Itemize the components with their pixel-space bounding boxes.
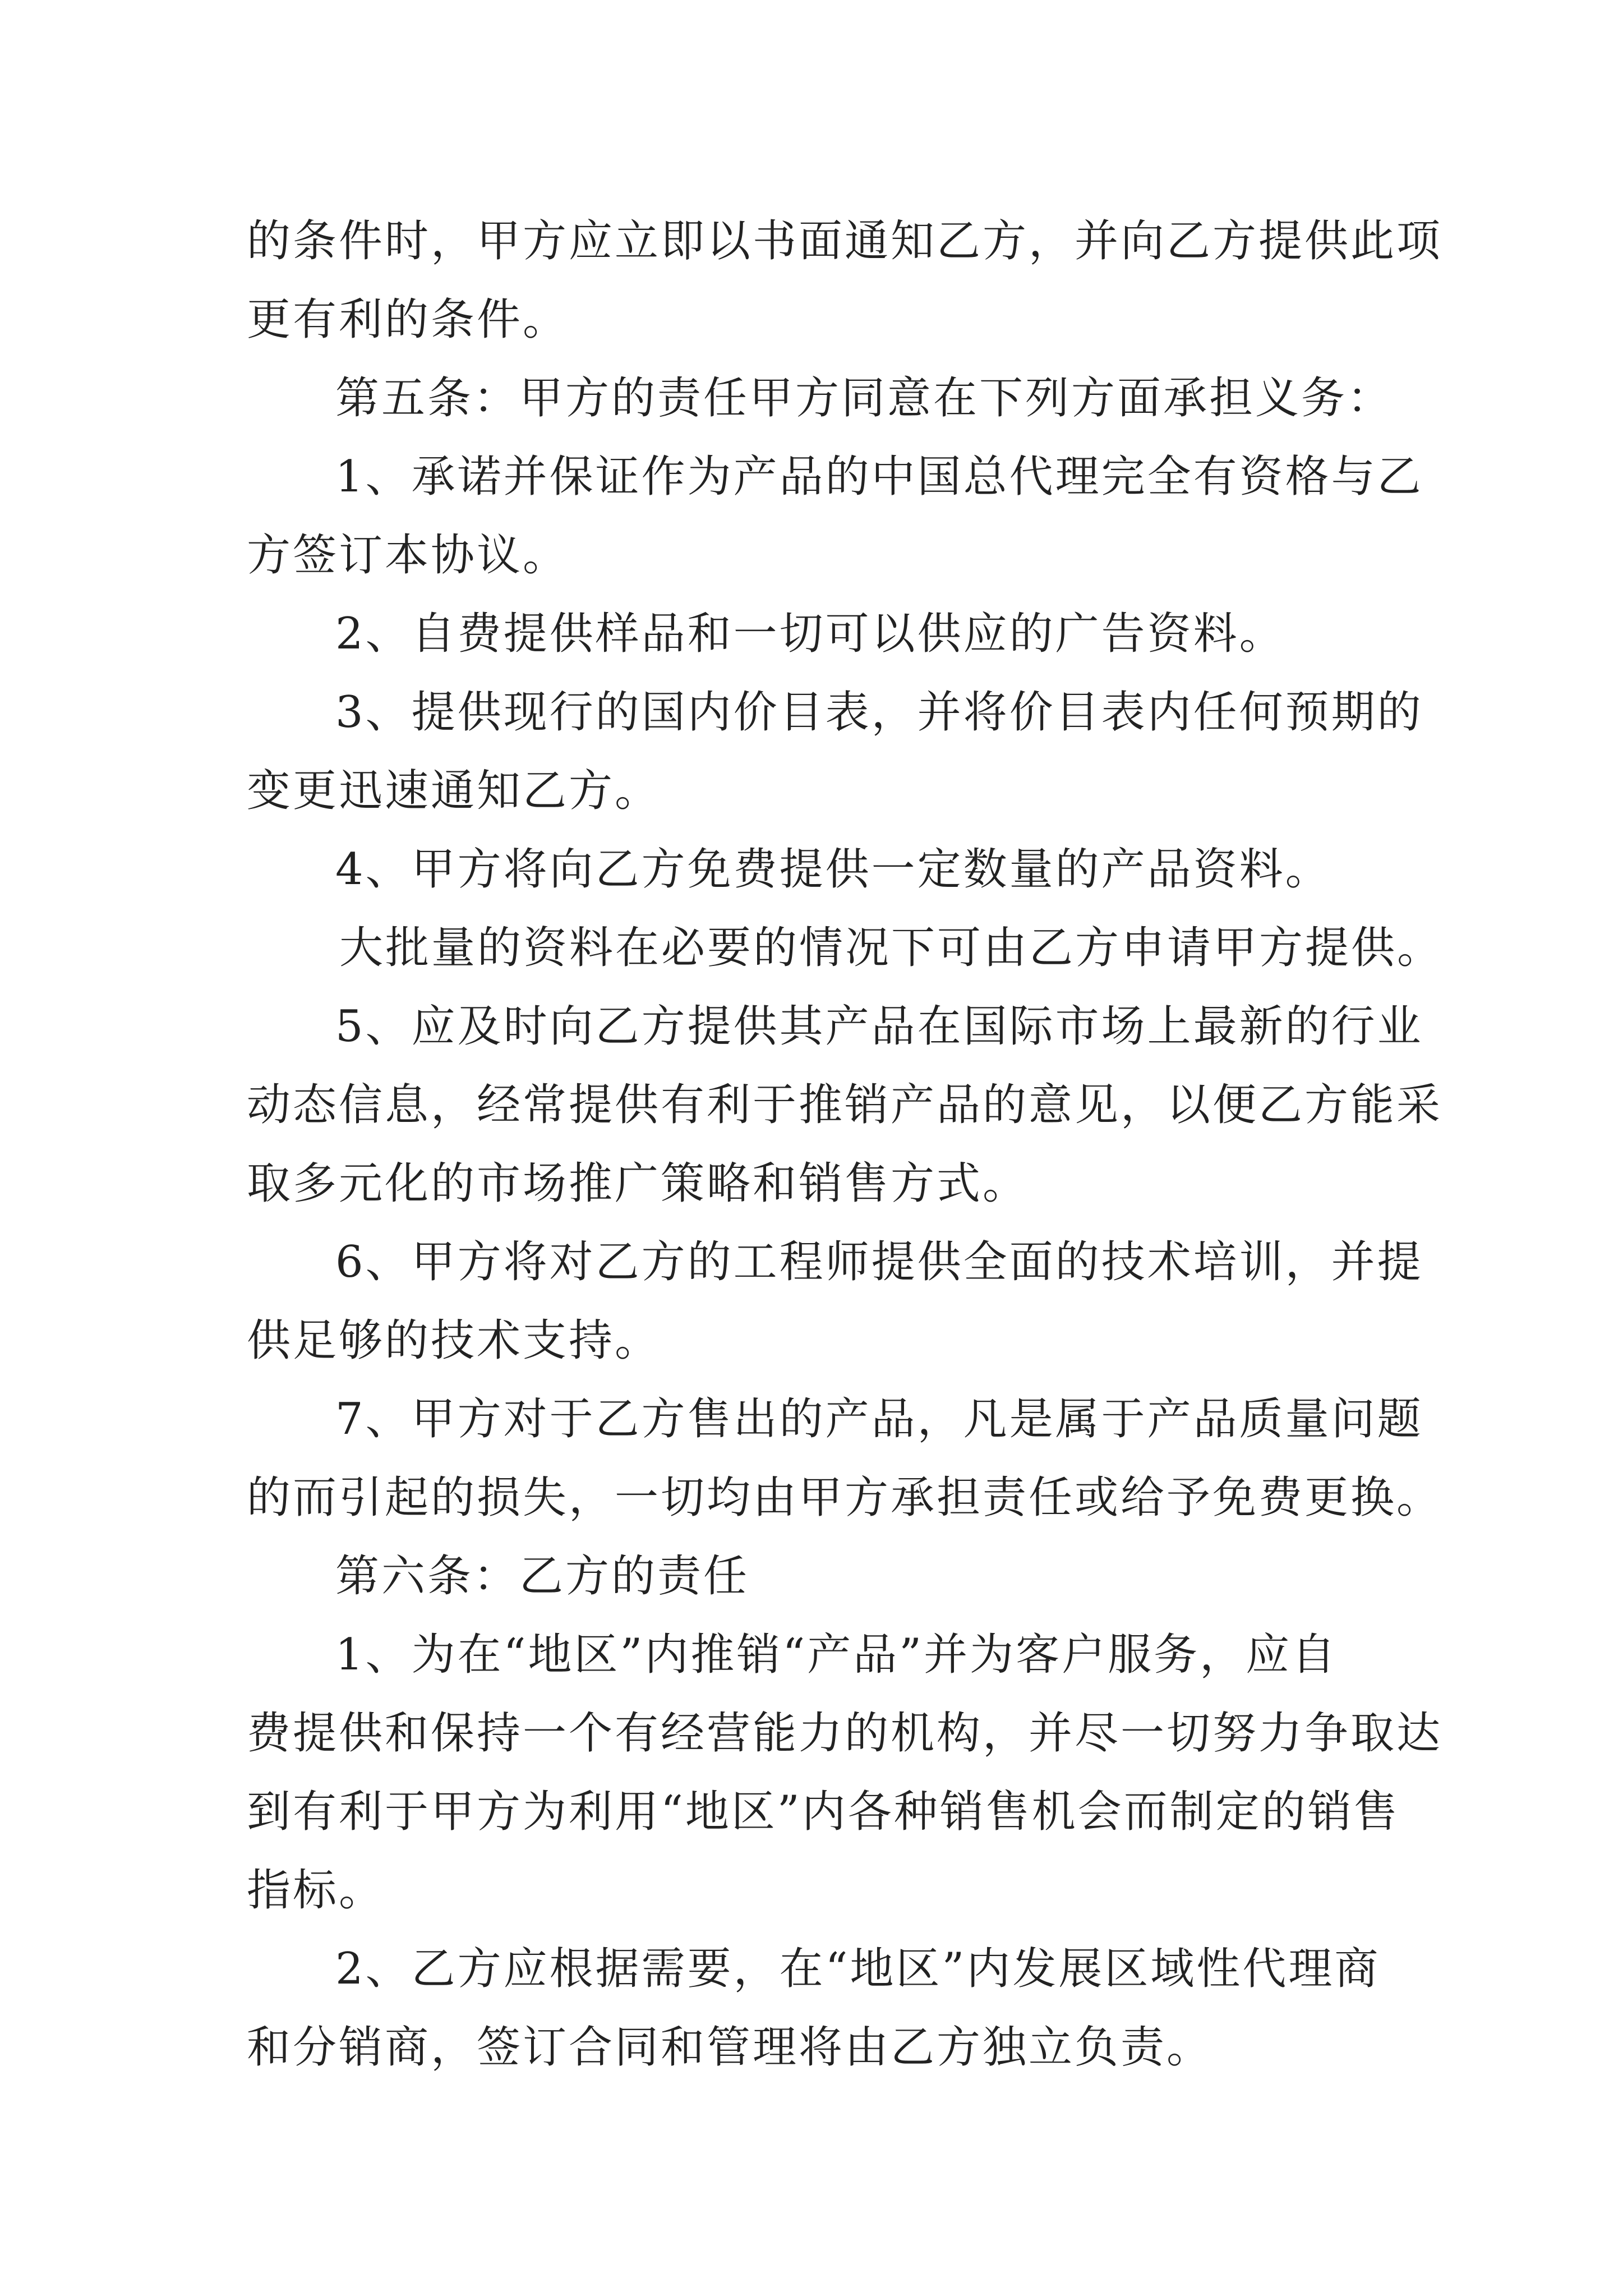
section-heading: 第六条：乙方的责任 (335, 1551, 750, 1602)
paragraph-line: 取多元化的市场推广策略和销售方式。 (247, 1158, 1029, 1209)
list-item: 7、甲方对于乙方售出的产品，凡是属于产品质量问题 (335, 1394, 1423, 1444)
list-item: 4、甲方将向乙方免费提供一定数量的产品资料。 (335, 844, 1331, 895)
paragraph-line: 变更迅速通知乙方。 (247, 766, 661, 816)
list-item: 1、承诺并保证作为产品的中国总代理完全有资格与乙 (335, 452, 1423, 502)
paragraph-line: 大批量的资料在必要的情况下可由乙方申请甲方提供。 (339, 923, 1444, 973)
paragraph-line: 的条件时，甲方应立即以书面通知乙方，并向乙方提供此项 (247, 216, 1443, 266)
paragraph-line: 费提供和保持一个有经营能力的机构，并尽一切努力争取达 (247, 1708, 1443, 1759)
list-item: 1、为在“地区”内推销“产品”并为客户服务，应自 (335, 1630, 1338, 1680)
paragraph-line: 到有利于甲方为利用“地区”内各种销售机会而制定的销售 (247, 1787, 1400, 1837)
list-item: 5、应及时向乙方提供其产品在国际市场上最新的行业 (335, 1001, 1423, 1052)
list-item: 3、提供现行的国内价目表，并将价目表内任何预期的 (335, 687, 1423, 738)
section-heading: 第五条：甲方的责任甲方同意在下列方面承担义务： (335, 373, 1394, 424)
paragraph-line: 和分销商，签订合同和管理将由乙方独立负责。 (247, 2022, 1213, 2073)
paragraph-line: 更有利的条件。 (247, 295, 569, 345)
paragraph-line: 供足够的技术支持。 (247, 1315, 661, 1366)
paragraph-line: 指标。 (247, 1865, 385, 1916)
document-body (247, 202, 1444, 2087)
list-item: 2、乙方应根据需要，在“地区”内发展区域性代理商 (335, 1944, 1381, 1994)
paragraph-line: 动态信息，经常提供有利于推销产品的意见，以便乙方能采 (247, 1080, 1443, 1130)
paragraph-line: 方签订本协议。 (247, 530, 569, 581)
list-item: 6、甲方将对乙方的工程师提供全面的技术培训，并提 (335, 1237, 1423, 1287)
list-item: 2、自费提供样品和一切可以供应的广告资料。 (335, 609, 1285, 659)
paragraph-line: 的而引起的损失，一切均由甲方承担责任或给予免费更换。 (247, 1473, 1443, 1523)
